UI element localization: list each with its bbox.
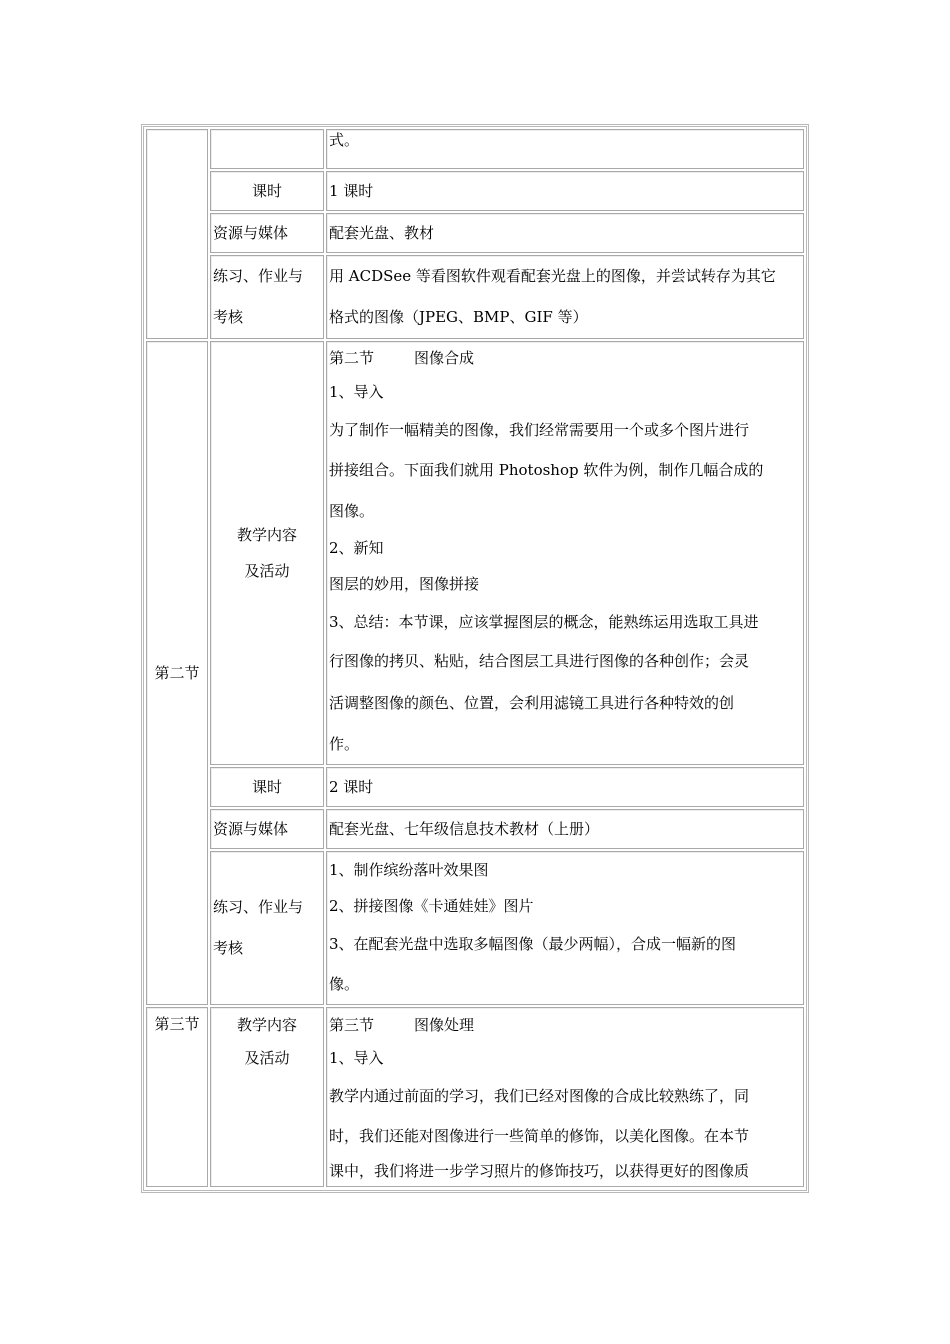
- section3-line: 课中，我们将进一步学习照片的修饰技巧，以获得更好的图像质: [329, 1162, 750, 1180]
- section3-content-label-line: 教学内容: [236, 1016, 297, 1034]
- section1-resources-content: 配套光盘、教材: [326, 213, 804, 253]
- section2-content-label-line: 教学内容: [236, 526, 297, 544]
- section2-exercise-line: 1、制作缤纷落叶效果图: [329, 861, 489, 879]
- section3-heading-number: 第三节: [329, 1016, 375, 1034]
- section1-exercise-label-line: 练习、作业与: [213, 267, 304, 285]
- section2-line: 图像。: [329, 502, 375, 520]
- section2-line: 行图像的拷贝、粘贴，结合图层工具进行图像的各种创作；会灵: [329, 652, 750, 670]
- section2-line: 图层的妙用，图像拼接: [329, 575, 480, 593]
- section2-heading-number: 第二节: [329, 349, 375, 367]
- section3-line: 1、导入: [329, 1049, 384, 1067]
- lesson-plan-table: [141, 124, 809, 1193]
- section2-exercise-line: 3、在配套光盘中选取多幅图像（最少两幅），合成一幅新的图: [329, 935, 737, 953]
- section2-exercise-label-line: 考核: [213, 939, 244, 957]
- section3-side-label: 第三节: [146, 1007, 208, 1187]
- section1-exercise-line: 格式的图像（JPEG、BMP、GIF 等）: [329, 308, 588, 326]
- section2-line: 2、新知: [329, 539, 384, 557]
- section1-hours-content: 1 课时: [326, 171, 804, 211]
- section1-hours-label: 课时: [210, 171, 324, 211]
- section2-exercise-line: 像。: [329, 975, 360, 993]
- section2-content-label-line: 及活动: [244, 562, 290, 580]
- section2-side-label: 第二节: [146, 341, 208, 1005]
- section2-heading-title: 图像合成: [414, 349, 475, 367]
- section2-line: 3、总结：本节课，应该掌握图层的概念，能熟练运用选取工具进: [329, 613, 759, 631]
- section3-line: 时，我们还能对图像进行一些简单的修饰，以美化图像。在本节: [329, 1127, 750, 1145]
- section1-exercise-label-line: 考核: [213, 308, 244, 326]
- section1-exercise-line: 用 ACDSee 等看图软件观看配套光盘上的图像，并尝试转存为其它: [329, 267, 776, 285]
- section2-line: 拼接组合。下面我们就用 Photoshop 软件为例，制作几幅合成的: [329, 461, 764, 479]
- section2-resources-label: 资源与媒体: [210, 809, 324, 849]
- section2-exercise-label: [210, 851, 324, 1005]
- section1-exercise-label: [210, 255, 324, 339]
- section2-line: 1、导入: [329, 383, 384, 401]
- section2-line: 作。: [329, 735, 360, 753]
- section2-content-body: [326, 341, 804, 765]
- section2-hours-content: 2 课时: [326, 767, 804, 807]
- section2-content-label: [210, 341, 324, 765]
- section3-content-label: [210, 1007, 324, 1187]
- section2-resources-content: 配套光盘、七年级信息技术教材（上册）: [326, 809, 804, 849]
- section1-resources-label: 资源与媒体: [210, 213, 324, 253]
- section3-content-body: [326, 1007, 804, 1187]
- section3-content-label-line: 及活动: [244, 1049, 290, 1067]
- section1-exercise-content: [326, 255, 804, 339]
- section3-heading-title: 图像处理: [414, 1016, 475, 1034]
- section2-exercise-line: 2、拼接图像《卡通娃娃》图片: [329, 897, 534, 915]
- section2-line: 为了制作一幅精美的图像，我们经常需要用一个或多个图片进行: [329, 421, 750, 439]
- section2-exercise-content: [326, 851, 804, 1005]
- section2-hours-label: 课时: [210, 767, 324, 807]
- section1-side-cell: [146, 129, 208, 339]
- section2-line: 活调整图像的颜色、位置，会利用滤镜工具进行各种特效的创: [329, 694, 735, 712]
- section2-exercise-label-line: 练习、作业与: [213, 898, 304, 916]
- section1-format-label: [210, 129, 324, 169]
- section1-format-content: 式。: [326, 129, 804, 169]
- section3-heading: [329, 1010, 801, 1040]
- section3-line: 教学内通过前面的学习，我们已经对图像的合成比较熟练了，同: [329, 1087, 750, 1105]
- section2-heading: [329, 342, 801, 374]
